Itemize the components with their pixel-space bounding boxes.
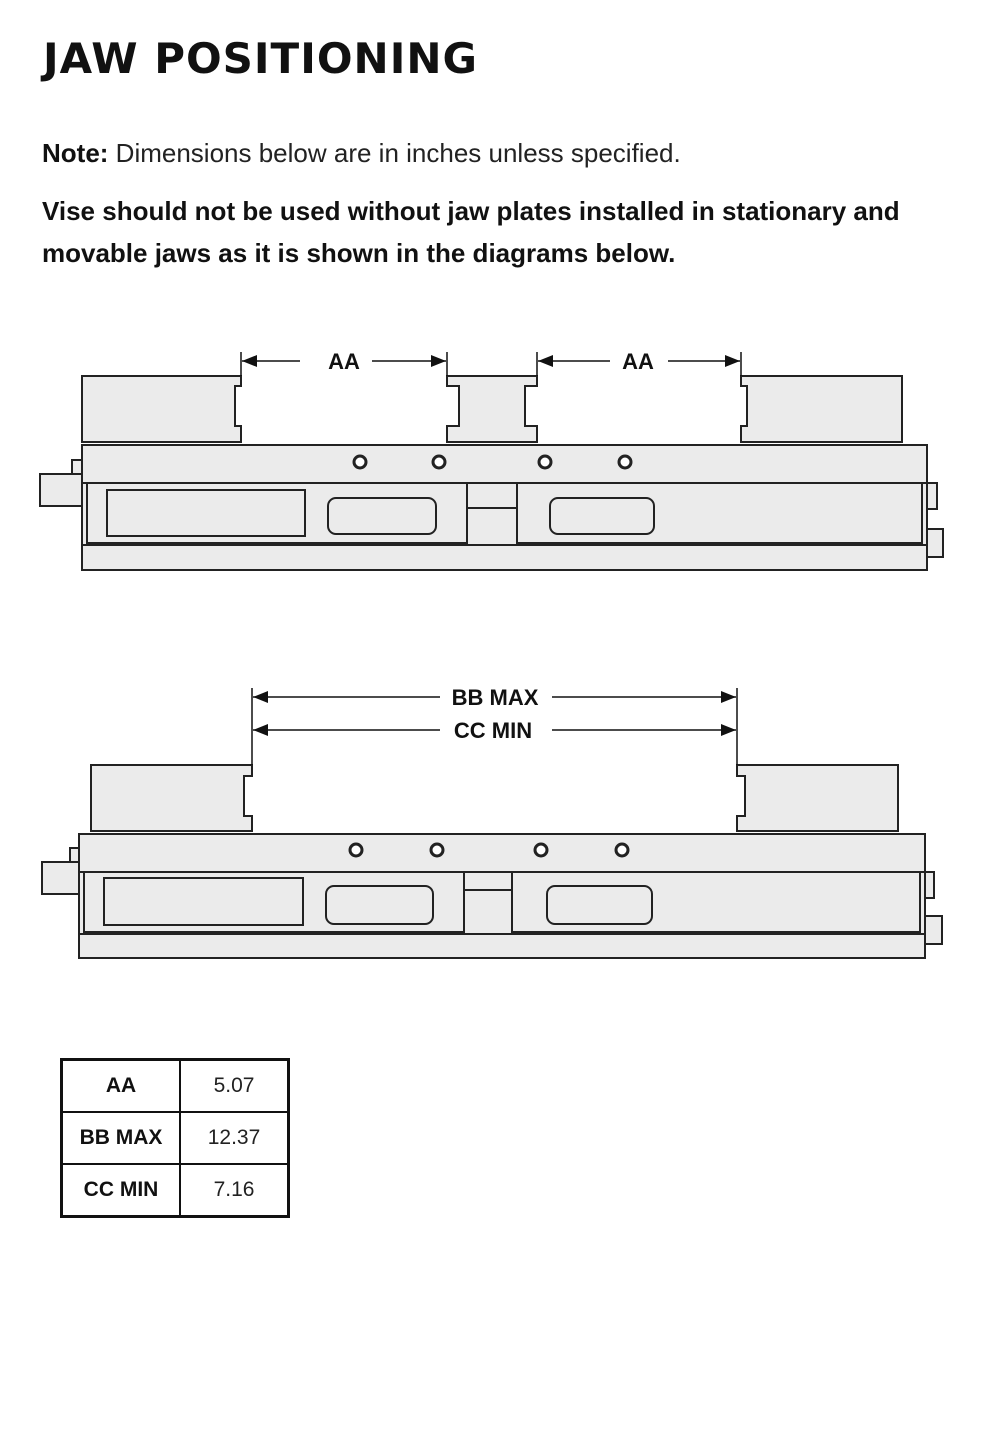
- mount-hole: [539, 456, 551, 468]
- mount-hole: [350, 844, 362, 856]
- dimension-value: 12.37: [180, 1112, 289, 1164]
- vise-base-bottom: [79, 934, 925, 958]
- page-title: JAW POSITIONING: [43, 34, 478, 83]
- vise-knob-right-lower: [925, 916, 942, 944]
- vise-knob-right-lower: [927, 529, 943, 557]
- table-row: [62, 1112, 289, 1164]
- vise-slot-left: [328, 498, 436, 534]
- right-jaw: [737, 765, 898, 831]
- vise-slot-right: [550, 498, 654, 534]
- note-body: Dimensions below are in inches unless specified.: [108, 138, 681, 168]
- vise-label-plate: [107, 490, 305, 536]
- table-row: [62, 1060, 289, 1113]
- vise-slot-left: [326, 886, 433, 924]
- mount-hole: [431, 844, 443, 856]
- vise-base-top: [82, 445, 927, 483]
- vise-base-bottom: [82, 545, 927, 570]
- dim-label-aa-left: AA: [328, 349, 360, 374]
- note-text: [42, 138, 681, 169]
- dimension-value: 5.07: [180, 1060, 289, 1113]
- vise-handle-left: [40, 474, 82, 506]
- mount-hole: [433, 456, 445, 468]
- dimension-label: AA: [62, 1060, 181, 1113]
- dimension-value: 7.16: [180, 1164, 289, 1217]
- mount-hole: [354, 456, 366, 468]
- jaw-diagram-wide: [0, 670, 990, 970]
- jaw-diagram-center: [0, 330, 990, 590]
- vise-slot-right: [547, 886, 652, 924]
- mount-hole: [619, 456, 631, 468]
- vise-handle-left: [42, 862, 79, 894]
- dimension-label: CC MIN: [62, 1164, 181, 1217]
- vise-label-plate: [104, 878, 303, 925]
- center-jaw: [447, 376, 537, 442]
- dim-label-aa-right: AA: [622, 349, 654, 374]
- vise-base-top: [79, 834, 925, 872]
- left-jaw: [91, 765, 252, 831]
- mount-hole: [616, 844, 628, 856]
- warning-text: Vise should not be used without jaw plates installed in stationary and movable jaws as it is shown in the diagrams below.: [42, 196, 900, 268]
- dim-label-cc-min: CC MIN: [453, 718, 533, 743]
- dim-label-bb-max: BB MAX: [451, 685, 539, 710]
- right-jaw: [741, 376, 902, 442]
- dimension-table: [60, 1058, 290, 1218]
- vise-knob-right-upper: [925, 872, 934, 898]
- mount-hole: [535, 844, 547, 856]
- table-row: [62, 1164, 289, 1217]
- left-jaw: [82, 376, 241, 442]
- dimension-label: BB MAX: [62, 1112, 181, 1164]
- note-label: Note:: [42, 138, 109, 168]
- vise-knob-right-upper: [927, 483, 937, 509]
